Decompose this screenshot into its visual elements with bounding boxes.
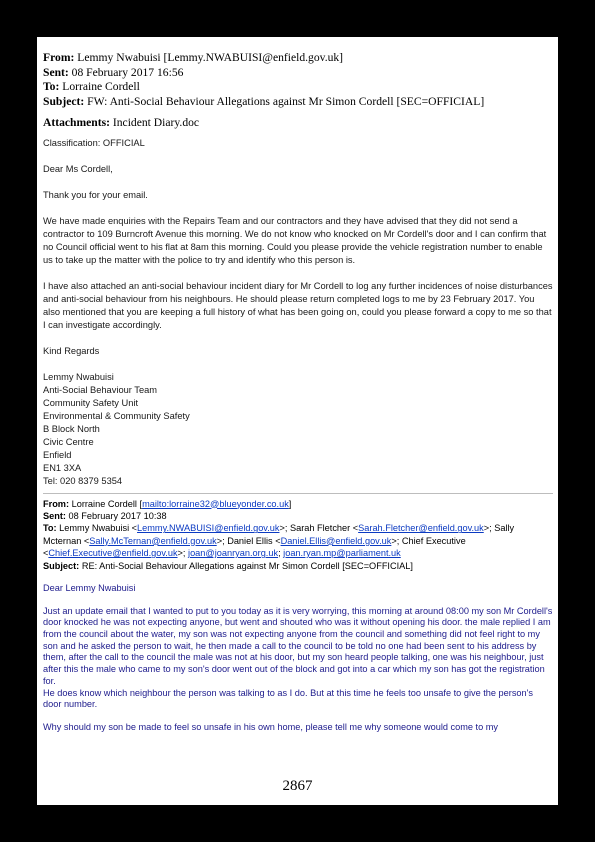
- quoted-subject-value: RE: Anti-Social Behaviour Allegations against Mr Simon Cordell [SEC=OFFICIAL]: [81, 560, 413, 571]
- to-line: To: Lorraine Cordell: [43, 80, 140, 93]
- document-page: [37, 37, 558, 805]
- signature-line: Environmental & Community Safety: [43, 410, 190, 421]
- sent-line: Sent: 08 February 2017 16:56: [43, 65, 184, 79]
- from-value: Lemmy Nwabuisi [Lemmy.NWABUISI@enfield.gov.uk]: [77, 51, 344, 64]
- paragraph-3: I have also attached an anti-social behaviour incident diary for Mr Cordell to log any further incidences of noise disturbances and anti-social behaviour from his neighbours. He should please return completed logs to me by 23 February 2017. You also mentioned that you are keeping a full history of what has been going on, could you please forward a copy to me so that I can investigate accordingly.: [43, 280, 553, 330]
- classification: Classification: OFFICIAL: [43, 137, 145, 148]
- email-link[interactable]: joan.ryan.mp@parliament.uk: [283, 548, 401, 559]
- document-content: [43, 51, 553, 734]
- subject-value: FW: Anti-Social Behaviour Allegations against Mr Simon Cordell [SEC=OFFICIAL]: [87, 94, 485, 108]
- email-link[interactable]: joan@joanryan.org.uk: [188, 548, 279, 559]
- page-number: 2867: [282, 778, 313, 794]
- sent-value: 08 February 2017 16:56: [71, 65, 184, 79]
- quoted-paragraph-2: He does know which neighbour the person was talking to as I do. But at this time he feels too unsafe to give the person's door number.: [43, 687, 534, 710]
- email-link[interactable]: Lemmy.NWABUISI@enfield.gov.uk: [137, 523, 280, 534]
- quoted-paragraph-3: Why should my son be made to feel so unsafe in his own home, please tell me why someone would come to my: [43, 721, 499, 732]
- signature-line: Community Safety Unit: [43, 397, 139, 408]
- signature-line: EN1 3XA: [43, 462, 82, 473]
- attachment-name: Incident Diary.doc: [112, 116, 200, 129]
- quoted-greeting: Dear Lemmy Nwabuisi: [43, 582, 136, 593]
- signature-line: Enfield: [43, 449, 72, 460]
- quoted-from-name: Lorraine Cordell: [71, 498, 137, 509]
- signature: [43, 371, 553, 488]
- signature-line: Civic Centre: [43, 436, 94, 447]
- mailto-link[interactable]: mailto:lorraine32@blueyonder.co.uk: [142, 498, 289, 509]
- quoted-to-line: To: Lemmy Nwabuisi <Lemmy.NWABUISI@enfield.gov.uk>; Sarah Fletcher <Sarah.Fletcher@enfield.gov.uk>; Sally Mcternan <Sally.McTernan@enfield.gov.uk>; Daniel Ellis <Daniel.Ellis@enfield.gov.uk>; Chief Executive <Chief.Executive@enfield.gov.uk>; joan@joanryan.org.uk; joan.ryan.mp@parliament.uk: [43, 523, 515, 559]
- signature-line: B Block North: [43, 423, 100, 434]
- quoted-email-header: [43, 498, 553, 572]
- from-line: From: Lemmy Nwabuisi [Lemmy.NWABUISI@enfield.gov.uk]: [43, 51, 344, 64]
- attachments-line: Attachments: Incident Diary.doc: [43, 116, 200, 129]
- email-link[interactable]: Chief.Executive@enfield.gov.uk: [48, 548, 178, 559]
- email-body: [43, 137, 553, 488]
- closing: Kind Regards: [43, 345, 100, 356]
- email-link[interactable]: Daniel.Ellis@enfield.gov.uk: [280, 535, 392, 546]
- paragraph-2: We have made enquiries with the Repairs Team and our contractors and they have advised that they did not send a contractor to 109 Burncroft Avenue this morning. We do not know who knocked on Mr Cordell's door and I can confirm that no Council official went to his flat at 8am this morning. Could you please provide the vehicle registration number to enable us to take up the matter with the police to try and identify who this person is.: [43, 215, 547, 265]
- email-link[interactable]: Sally.McTernan@enfield.gov.uk: [89, 535, 217, 546]
- quoted-sent-value: 08 February 2017 10:38: [68, 510, 167, 521]
- quoted-subject-line: Subject: RE: Anti-Social Behaviour Allegations against Mr Simon Cordell [SEC=OFFICIAL]: [43, 560, 413, 571]
- quoted-paragraph-1: Just an update email that I wanted to put to you today as it is very worrying, this morning at around 08:00 my son Mr Cordell's door knocked he was not expecting anyone, but went and shouted who was it without opening his door. the male replied I am from the council about the water, my son was not expecting anyone from the council and something did not feel right to my son and he asked the person to wait, he then made a call to the council to be told no one had been sent to his address by them, after the call to the council the male was not at his door, but my son heard people talking, one was his neighbour, just after this the male who came to my son's door went out of the block and got into a car which my son has got the registration for.: [43, 605, 553, 686]
- quoted-email-body: [43, 583, 553, 734]
- email-link[interactable]: Sarah.Fletcher@enfield.gov.uk: [358, 523, 484, 534]
- signature-line: Anti-Social Behaviour Team: [43, 384, 158, 395]
- greeting: Dear Ms Cordell,: [43, 163, 113, 174]
- email-header: [43, 51, 553, 131]
- quoted-from-line: From: Lorraine Cordell [mailto:lorraine32@blueyonder.co.uk]: [43, 498, 292, 509]
- quoted-sent-line: Sent: 08 February 2017 10:38: [43, 510, 167, 521]
- to-value: Lorraine Cordell: [62, 80, 140, 93]
- signature-line: Tel: 020 8379 5354: [43, 475, 123, 486]
- signature-line: Lemmy Nwabuisi: [43, 371, 114, 382]
- subject-line: Subject: FW: Anti-Social Behaviour Allegations against Mr Simon Cordell [SEC=OFFICIAL]: [43, 94, 485, 108]
- paragraph-1: Thank you for your email.: [43, 189, 148, 200]
- divider: [43, 493, 553, 494]
